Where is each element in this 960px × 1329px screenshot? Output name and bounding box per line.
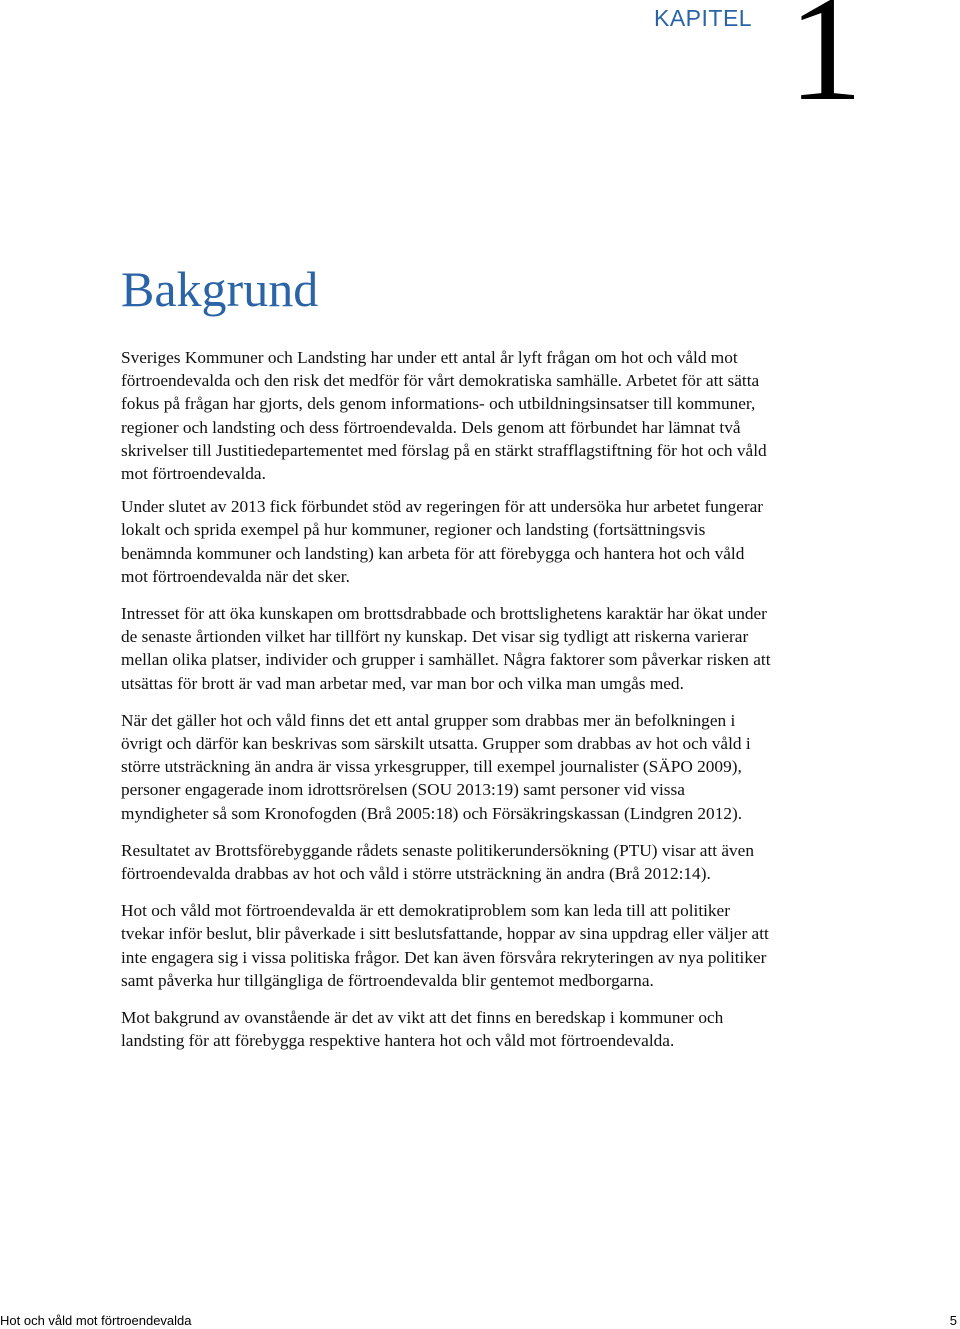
chapter-label: KAPITEL bbox=[654, 5, 753, 31]
page-title: Bakgrund bbox=[121, 261, 319, 317]
paragraph-6: Hot och våld mot förtroendevalda är ett demokratiproblem som kan leda till att politiker tvekar inför beslut, blir påverkade i sitt beslutsfattande, hoppar av sina uppdrag eller väljer att inte engagera sig i vissa politiska frågor. Det kan även försvåra rekryteringen av nya politiker samt påverka hur tillgängliga de förtroendevalda blir gentemot medborgarna. bbox=[121, 901, 769, 990]
body-text bbox=[121, 346, 771, 1066]
footer-page-number: 5 bbox=[949, 1313, 957, 1328]
footer-document-title: Hot och våld mot förtroendevalda bbox=[0, 1313, 192, 1328]
paragraph-4: När det gäller hot och våld finns det ett antal grupper som drabbas mer än befolkningen i övrigt och därför kan beskrivas som särskilt utsatta. Grupper som drabbas av hot och våld i större utsträckning än andra är vissa yrkesgrupper, till exempel journalister (SÄPO 2009), personer engagerade inom idrottsrörelsen (SOU 2013:19) samt personer vid vissa myndigheter så som Kronofogden (Brå 2005:18) och Försäkringskassan (Lindgren 2012). bbox=[121, 710, 751, 823]
paragraph-1: Sveriges Kommuner och Landsting har under ett antal år lyft frågan om hot och våld mot förtroendevalda och den risk det medför för vårt demokratiska samhälle. Arbetet för att sätta fokus på frågan har gjorts, dels genom informations- och utbildningsinsatser till kommuner, regioner och landsting och dess förtroendevalda. Dels genom att förbundet har lämnat två skrivelser till Justitiedepartementet med förslag på en stärkt strafflagstiftning för hot och våld mot förtroendevalda. bbox=[121, 348, 767, 484]
paragraph-5: Resultatet av Brottsförebyggande rådets senaste politikerundersökning (PTU) visar att även förtroendevalda drabbas av hot och våld i större utsträckning än andra (Brå 2012:14). bbox=[121, 840, 754, 884]
paragraph-2: Under slutet av 2013 fick förbundet stöd av regeringen för att undersöka hur arbetet fungerar lokalt och sprida exempel på hur kommuner, regioner och landsting (fortsättningsvis benämnda kommuner och landsting) kan arbeta för att förebygga och hantera hot och våld mot förtroendevalda när det sker. bbox=[121, 497, 764, 586]
chapter-number: 1 bbox=[788, 0, 863, 132]
paragraph-7: Mot bakgrund av ovanstående är det av vikt att det finns en beredskap i kommuner och landsting för att förebygga respektive hantera hot och våld mot förtroendevalda. bbox=[121, 1008, 724, 1051]
paragraph-3: Intresset för att öka kunskapen om brottsdrabbade och brottslighetens karaktär har ökat under de senaste årtionden vilket har tillfört ny kunskap. Det visar sig tydligt att riskerna varierar mellan olika platser, individer och grupper i samhället. Några faktorer som påverkar risken att utsättas för brott är vad man arbetar med, var man bor och vilka man umgås med. bbox=[121, 604, 771, 693]
